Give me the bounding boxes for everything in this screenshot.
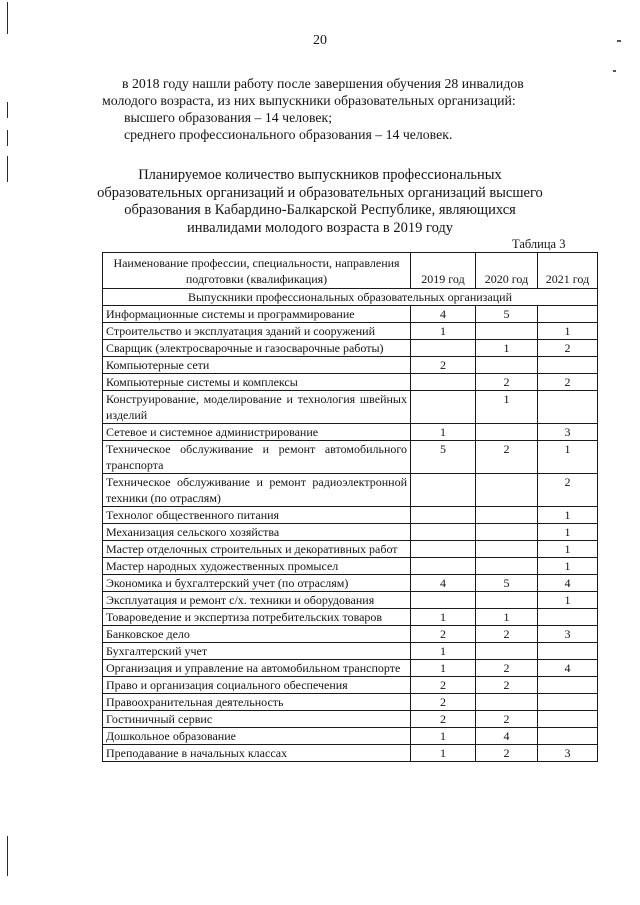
table-row bbox=[103, 357, 598, 374]
row-2020-cell bbox=[476, 694, 538, 711]
table-row bbox=[103, 524, 598, 541]
table-row bbox=[103, 374, 598, 391]
row-2021-cell: 1 bbox=[538, 524, 598, 541]
table-row bbox=[103, 340, 598, 357]
intro-line: молодого возраста, из них выпускники образовательных организаций: bbox=[102, 93, 516, 108]
row-2019-cell: 1 bbox=[411, 323, 476, 340]
row-name-cell: Право и организация социального обеспечения bbox=[103, 677, 411, 694]
row-name-cell: Механизация сельского хозяйства bbox=[103, 524, 411, 541]
page-number: 20 bbox=[313, 33, 327, 48]
row-2021-cell: 1 bbox=[538, 592, 598, 609]
row-2020-cell: 2 bbox=[476, 711, 538, 728]
table-row bbox=[103, 643, 598, 660]
row-2019-cell: 1 bbox=[411, 660, 476, 677]
row-2019-cell: 1 bbox=[411, 609, 476, 626]
table-row bbox=[103, 660, 598, 677]
table-row bbox=[103, 575, 598, 592]
intro-line: среднего профессионального образования – 14 человек. bbox=[124, 127, 453, 142]
row-2019-cell bbox=[411, 340, 476, 357]
row-name-cell: Банковское дело bbox=[103, 626, 411, 643]
row-name-cell: Преподавание в начальных классах bbox=[103, 745, 411, 762]
row-name-cell: Техническое обслуживание и ремонт автомобильного транспорта bbox=[103, 441, 411, 474]
row-2021-cell: 1 bbox=[538, 558, 598, 575]
row-2019-cell bbox=[411, 558, 476, 575]
row-2020-cell: 2 bbox=[476, 374, 538, 391]
scan-margin-mark bbox=[7, 2, 8, 34]
row-2021-cell bbox=[538, 391, 598, 424]
row-2020-cell bbox=[476, 507, 538, 524]
row-2021-cell: 4 bbox=[538, 660, 598, 677]
row-2021-cell: 3 bbox=[538, 745, 598, 762]
row-name-cell: Мастер народных художественных промысел bbox=[103, 558, 411, 575]
table-row bbox=[103, 541, 598, 558]
row-2020-cell bbox=[476, 424, 538, 441]
intro-line: высшего образования – 14 человек; bbox=[124, 110, 333, 125]
row-2021-cell bbox=[538, 677, 598, 694]
row-2019-cell bbox=[411, 507, 476, 524]
row-2021-cell: 4 bbox=[538, 575, 598, 592]
table-row bbox=[103, 609, 598, 626]
table-row bbox=[103, 391, 598, 424]
row-2021-cell: 2 bbox=[538, 340, 598, 357]
row-2020-cell bbox=[476, 643, 538, 660]
table-row bbox=[103, 424, 598, 441]
row-2021-cell: 3 bbox=[538, 424, 598, 441]
row-2019-cell: 2 bbox=[411, 357, 476, 374]
row-2020-cell: 2 bbox=[476, 745, 538, 762]
table-row bbox=[103, 474, 598, 507]
table-header-row bbox=[103, 253, 598, 289]
row-2020-cell: 1 bbox=[476, 340, 538, 357]
row-name-cell: Мастер отделочных строительных и декоративных работ bbox=[103, 541, 411, 558]
row-2020-cell: 5 bbox=[476, 306, 538, 323]
row-2021-cell bbox=[538, 728, 598, 745]
section-title: Выпускники профессиональных образовательных организаций bbox=[103, 289, 598, 306]
row-2021-cell: 1 bbox=[538, 541, 598, 558]
row-2019-cell bbox=[411, 391, 476, 424]
row-name-cell: Компьютерные системы и комплексы bbox=[103, 374, 411, 391]
row-2019-cell: 1 bbox=[411, 643, 476, 660]
row-2020-cell: 1 bbox=[476, 609, 538, 626]
row-name-cell: Сварщик (электросварочные и газосварочные работы) bbox=[103, 340, 411, 357]
table-caption: Таблица 3 bbox=[512, 237, 566, 251]
row-2020-cell: 2 bbox=[476, 660, 538, 677]
row-name-cell: Товароведение и экспертиза потребительских товаров bbox=[103, 609, 411, 626]
heading-line: Планируемое количество выпускников профессиональных bbox=[138, 167, 502, 183]
row-name-cell: Экономика и бухгалтерский учет (по отраслям) bbox=[103, 575, 411, 592]
table-row bbox=[103, 592, 598, 609]
table-row bbox=[103, 323, 598, 340]
graduates-table bbox=[102, 252, 598, 762]
table-row bbox=[103, 507, 598, 524]
row-2020-cell: 2 bbox=[476, 677, 538, 694]
heading-line: инвалидами молодого возраста в 2019 году bbox=[186, 219, 454, 236]
row-2019-cell bbox=[411, 474, 476, 507]
column-header-name: Наименование профессии, специальности, направления подготовки (квалификация) bbox=[103, 253, 411, 289]
row-2021-cell bbox=[538, 694, 598, 711]
table-row bbox=[103, 558, 598, 575]
column-header-2021: 2021 год bbox=[538, 253, 598, 289]
row-2020-cell: 2 bbox=[476, 626, 538, 643]
column-header-2019: 2019 год bbox=[411, 253, 476, 289]
row-2021-cell bbox=[538, 306, 598, 323]
row-name-cell: Техническое обслуживание и ремонт радиоэлектронной техники (по отраслям) bbox=[103, 474, 411, 507]
table-heading bbox=[0, 167, 640, 237]
table-row bbox=[103, 728, 598, 745]
row-name-cell: Эксплуатация и ремонт с/х. техники и оборудования bbox=[103, 592, 411, 609]
row-2019-cell: 2 bbox=[411, 677, 476, 694]
scan-margin-mark bbox=[7, 836, 8, 876]
row-2021-cell bbox=[538, 643, 598, 660]
row-2019-cell: 5 bbox=[411, 441, 476, 474]
intro-line: в 2018 году нашли работу после завершения обучения 28 инвалидов bbox=[122, 76, 524, 91]
row-2019-cell: 4 bbox=[411, 306, 476, 323]
row-2020-cell: 5 bbox=[476, 575, 538, 592]
row-2019-cell: 1 bbox=[411, 424, 476, 441]
row-2021-cell: 1 bbox=[538, 323, 598, 340]
row-2021-cell: 2 bbox=[538, 374, 598, 391]
row-2019-cell: 1 bbox=[411, 728, 476, 745]
table-row bbox=[103, 677, 598, 694]
row-name-cell: Строительство и эксплуатация зданий и сооружений bbox=[103, 323, 411, 340]
row-2019-cell: 1 bbox=[411, 745, 476, 762]
row-2020-cell bbox=[476, 474, 538, 507]
row-2020-cell bbox=[476, 558, 538, 575]
row-2021-cell: 1 bbox=[538, 507, 598, 524]
row-2020-cell bbox=[476, 592, 538, 609]
row-2019-cell bbox=[411, 541, 476, 558]
heading-line: образовательных организаций и образовательных организаций высшего bbox=[97, 184, 543, 201]
row-2019-cell bbox=[411, 592, 476, 609]
row-2019-cell bbox=[411, 524, 476, 541]
row-2019-cell: 4 bbox=[411, 575, 476, 592]
row-name-cell: Дошкольное образование bbox=[103, 728, 411, 745]
row-name-cell: Информационные системы и программирование bbox=[103, 306, 411, 323]
scan-margin-mark bbox=[7, 130, 8, 146]
row-2021-cell: 1 bbox=[538, 441, 598, 474]
table-row bbox=[103, 441, 598, 474]
row-2019-cell: 2 bbox=[411, 711, 476, 728]
table-row bbox=[103, 711, 598, 728]
table-row bbox=[103, 626, 598, 643]
row-2021-cell bbox=[538, 609, 598, 626]
row-2020-cell bbox=[476, 541, 538, 558]
intro-paragraph bbox=[102, 75, 602, 143]
column-header-2020: 2020 год bbox=[476, 253, 538, 289]
row-2020-cell bbox=[476, 357, 538, 374]
row-2019-cell: 2 bbox=[411, 694, 476, 711]
heading-line: образования в Кабардино-Балкарской Республике, являющихся bbox=[124, 202, 516, 218]
row-2020-cell: 4 bbox=[476, 728, 538, 745]
row-2021-cell: 3 bbox=[538, 626, 598, 643]
row-2020-cell: 1 bbox=[476, 391, 538, 424]
row-2020-cell bbox=[476, 524, 538, 541]
row-2019-cell: 2 bbox=[411, 626, 476, 643]
row-2019-cell bbox=[411, 374, 476, 391]
row-name-cell: Правоохранительная деятельность bbox=[103, 694, 411, 711]
table-row bbox=[103, 745, 598, 762]
row-name-cell: Компьютерные сети bbox=[103, 357, 411, 374]
row-name-cell: Технолог общественного питания bbox=[103, 507, 411, 524]
row-name-cell: Конструирование, моделирование и технология швейных изделий bbox=[103, 391, 411, 424]
scan-edge-dot bbox=[613, 70, 616, 72]
section-row bbox=[103, 289, 598, 306]
row-name-cell: Сетевое и системное администрирование bbox=[103, 424, 411, 441]
scan-margin-mark bbox=[7, 102, 8, 118]
row-name-cell: Гостиничный сервис bbox=[103, 711, 411, 728]
row-2021-cell bbox=[538, 357, 598, 374]
row-2021-cell: 2 bbox=[538, 474, 598, 507]
table-row bbox=[103, 306, 598, 323]
row-2020-cell bbox=[476, 323, 538, 340]
table-row bbox=[103, 694, 598, 711]
row-2021-cell bbox=[538, 711, 598, 728]
row-2020-cell: 2 bbox=[476, 441, 538, 474]
row-name-cell: Организация и управление на автомобильном транспорте bbox=[103, 660, 411, 677]
row-name-cell: Бухгалтерский учет bbox=[103, 643, 411, 660]
